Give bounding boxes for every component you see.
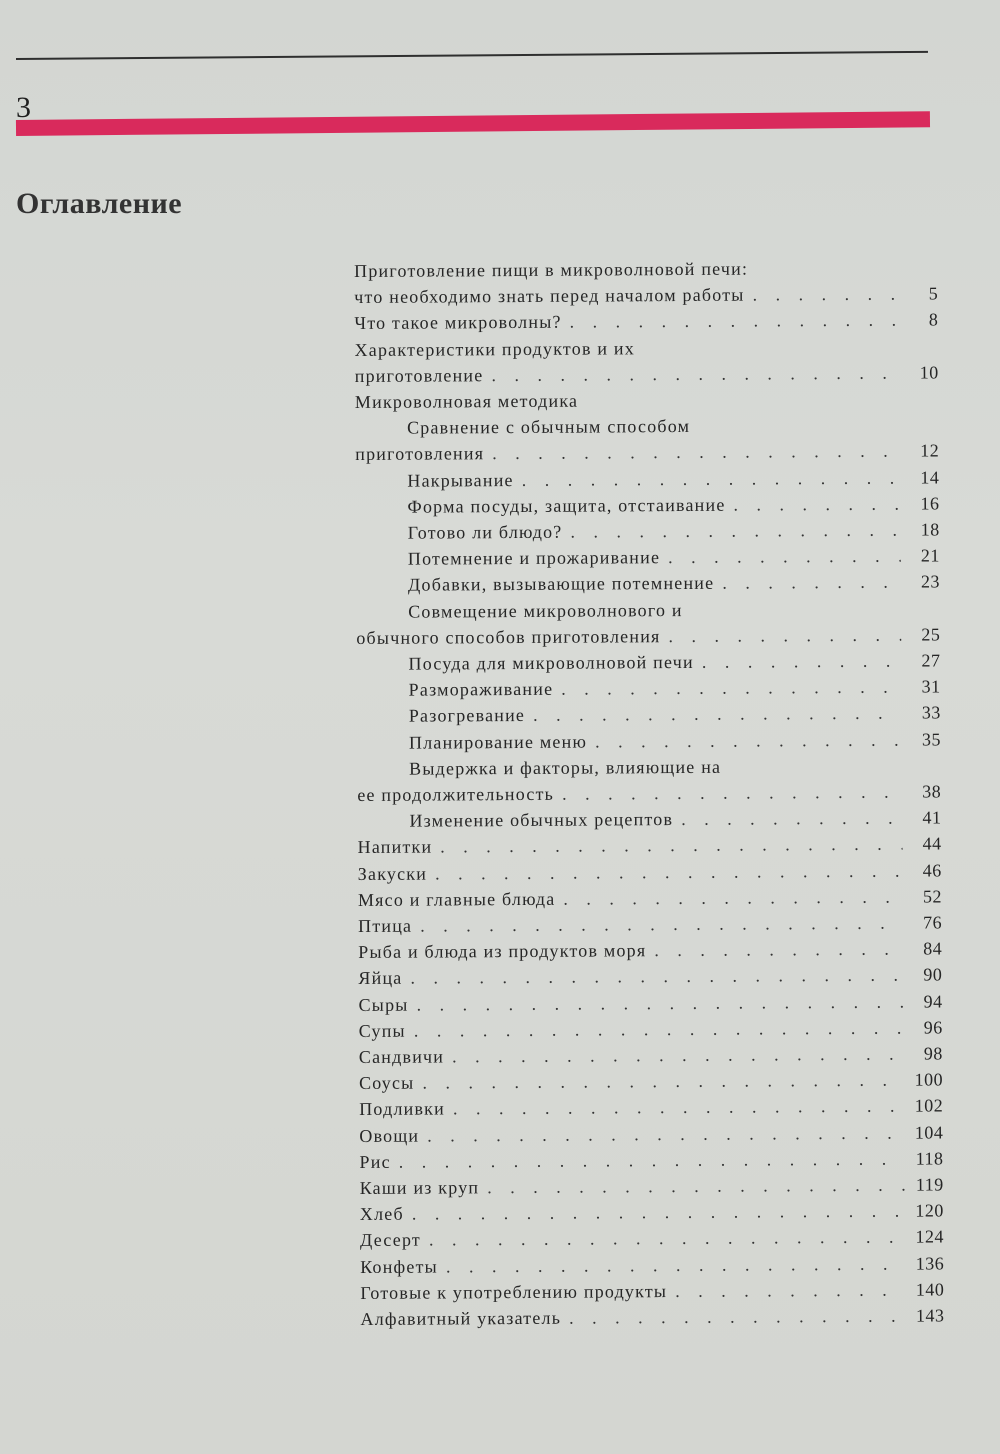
toc-entry xyxy=(356,543,940,573)
toc-title: Оглавление xyxy=(16,187,183,220)
toc-entry-title: Форма посуды, защита, отстаивание xyxy=(407,494,726,517)
toc-entry xyxy=(354,333,938,363)
toc-entry xyxy=(359,1119,943,1149)
toc-dot-leader xyxy=(722,569,901,596)
toc-entry-title: Выдержка и факторы, влияющие на xyxy=(409,756,722,779)
toc-entry-title: Сыры xyxy=(358,994,409,1015)
toc-entry xyxy=(356,621,940,651)
toc-entry-title: приготовление xyxy=(354,365,484,386)
toc-entry-page: 102 xyxy=(914,1095,944,1116)
toc-dot-leader xyxy=(733,490,900,517)
toc-entry-title: Рис xyxy=(359,1151,391,1172)
toc-entry-page: 104 xyxy=(914,1122,944,1143)
toc-entry-title: Мясо и главные блюда xyxy=(357,888,556,910)
toc-entry xyxy=(356,647,940,677)
top-rule xyxy=(16,51,928,60)
toc-entry xyxy=(356,516,940,546)
toc-dot-leader xyxy=(668,543,901,570)
toc-entry-title: ее продолжительность xyxy=(357,783,555,805)
toc-dot-leader xyxy=(570,307,900,335)
toc-entry-page: 5 xyxy=(928,283,939,304)
toc-entry xyxy=(358,831,942,861)
toc-entry xyxy=(358,988,942,1018)
toc-entry-title: Разогревание xyxy=(408,705,526,727)
toc-entry xyxy=(355,412,939,442)
toc-entry-title: Характеристики продуктов и их xyxy=(354,337,635,360)
toc-dot-leader xyxy=(563,883,903,911)
toc-dot-leader xyxy=(533,700,902,728)
toc-dot-leader xyxy=(487,1172,905,1201)
toc-entry-page: 21 xyxy=(920,545,940,566)
toc-entry-page: 98 xyxy=(923,1043,943,1064)
toc-entry xyxy=(354,281,938,311)
toc-entry xyxy=(360,1198,944,1228)
toc-entry xyxy=(355,385,939,415)
toc-dot-leader xyxy=(429,1224,905,1253)
toc-entry-page: 94 xyxy=(923,991,943,1012)
toc-entry-title: Закуски xyxy=(357,863,428,884)
toc-entry-title: Сандвичи xyxy=(358,1046,445,1067)
toc-dot-leader xyxy=(410,962,903,991)
toc-entry-page: 140 xyxy=(915,1279,945,1300)
toc-dot-leader xyxy=(595,726,902,754)
toc-dot-leader xyxy=(440,831,902,860)
toc-dot-leader xyxy=(752,281,899,308)
toc-dot-leader xyxy=(414,1014,904,1043)
toc-dot-leader xyxy=(412,1198,905,1227)
toc-entry xyxy=(357,700,941,730)
toc-entry xyxy=(357,778,941,808)
toc-entry-title: Подливки xyxy=(359,1098,445,1120)
toc-entry xyxy=(360,1171,944,1201)
toc-dot-leader xyxy=(492,438,900,466)
toc-entry-title: Посуда для микроволновой печи xyxy=(408,651,694,674)
toc-entry-page: 90 xyxy=(923,964,943,985)
toc-dot-leader xyxy=(570,517,900,545)
toc-dot-leader xyxy=(422,1067,904,1096)
toc-entry-title: Рыба и блюда из продуктов моря xyxy=(358,940,647,963)
toc-entry xyxy=(355,438,939,468)
toc-entry xyxy=(360,1224,944,1254)
toc-entry-page: 31 xyxy=(921,676,941,697)
toc-entry-title: Конфеты xyxy=(360,1256,438,1277)
toc-entry-title: Готово ли блюдо? xyxy=(407,521,563,543)
toc-entry-page: 136 xyxy=(915,1253,945,1274)
toc-dot-leader xyxy=(452,1041,904,1070)
toc-entry-title: Птица xyxy=(358,915,413,936)
toc-entry-page: 46 xyxy=(922,860,942,881)
toc-dot-leader xyxy=(427,1119,904,1148)
toc-entry xyxy=(358,936,942,966)
toc-entry-title: Десерт xyxy=(359,1230,422,1251)
toc-entry-title: Яйца xyxy=(358,968,403,989)
toc-entry-title: Овощи xyxy=(359,1125,420,1146)
toc-entry-page: 143 xyxy=(915,1305,945,1326)
toc-entry xyxy=(358,962,942,992)
toc-entry-page: 124 xyxy=(915,1226,945,1247)
toc-entry-page: 44 xyxy=(922,833,942,854)
toc-entry-title: Готовые к употреблению продукты xyxy=(360,1280,668,1303)
toc-entry-page: 38 xyxy=(922,781,942,802)
toc-entry-page: 100 xyxy=(914,1069,944,1090)
toc-dot-leader xyxy=(491,359,899,387)
toc-entry-title: приготовления xyxy=(355,443,485,465)
toc-entry xyxy=(355,490,939,520)
toc-dot-leader xyxy=(399,1145,905,1174)
toc-entry-page: 52 xyxy=(922,886,942,907)
toc-entry xyxy=(360,1250,944,1280)
toc-entry-title: Накрывание xyxy=(407,469,514,491)
toc-entry-title: что необходимо знать перед началом работы xyxy=(354,284,745,308)
toc-entry xyxy=(355,464,939,494)
toc-entry-page: 119 xyxy=(915,1174,944,1195)
toc-dot-leader xyxy=(654,936,903,964)
toc-entry-page: 18 xyxy=(920,519,940,540)
toc-entry xyxy=(359,1040,943,1070)
toc-entry-page: 14 xyxy=(920,467,940,488)
toc-entry-title: Планирование меню xyxy=(408,731,588,753)
toc-entry xyxy=(357,674,941,704)
toc-dot-leader xyxy=(416,988,903,1017)
toc-entry xyxy=(354,307,938,337)
toc-entry xyxy=(359,1067,943,1097)
toc-entry-title: Потемнение и прожаривание xyxy=(407,547,661,569)
toc-entry xyxy=(358,883,942,913)
toc-entry-page: 23 xyxy=(920,571,941,592)
toc-entry-page: 16 xyxy=(920,493,940,514)
toc-entry-title: Супы xyxy=(358,1020,406,1041)
toc-entry-title: Изменение обычных рецептов xyxy=(409,809,674,831)
toc-entry-title: Хлеб xyxy=(359,1203,404,1225)
toc-entry-page: 120 xyxy=(915,1200,944,1221)
toc-entry-page: 96 xyxy=(923,1017,943,1038)
toc-entry-page: 35 xyxy=(921,729,942,750)
table-of-contents xyxy=(354,254,945,1329)
toc-entry-title: Алфавитный указатель xyxy=(360,1307,562,1329)
toc-entry-title: Добавки, вызывающие потемнение xyxy=(407,573,715,596)
toc-entry-page: 12 xyxy=(920,440,940,461)
toc-dot-leader xyxy=(668,621,901,648)
toc-entry xyxy=(358,857,942,887)
toc-entry xyxy=(355,359,939,389)
accent-band xyxy=(16,111,930,136)
toc-entry xyxy=(357,752,941,782)
toc-dot-leader xyxy=(435,857,903,886)
toc-dot-leader xyxy=(561,674,902,702)
toc-entry-title: Размораживание xyxy=(408,678,554,700)
toc-dot-leader xyxy=(453,1093,904,1122)
toc-dot-leader xyxy=(702,648,902,675)
toc-entry-title: обычного способов приготовления xyxy=(356,625,661,648)
toc-entry xyxy=(358,909,942,939)
toc-entry-page: 41 xyxy=(922,807,942,828)
toc-dot-leader xyxy=(522,464,901,492)
toc-entry xyxy=(360,1302,944,1332)
page-number: 3 xyxy=(16,91,31,124)
toc-dot-leader xyxy=(562,779,902,807)
toc-entry xyxy=(359,1093,943,1123)
toc-entry-page: 76 xyxy=(923,912,943,933)
toc-entry-page: 8 xyxy=(928,309,939,330)
toc-entry-title: Приготовление пищи в микроволновой печи: xyxy=(354,258,749,281)
toc-entry-title: Каши из круп xyxy=(359,1177,480,1198)
toc-entry xyxy=(357,726,941,756)
toc-dot-leader xyxy=(681,805,902,832)
toc-entry-page: 84 xyxy=(923,938,943,959)
toc-entry xyxy=(356,569,940,599)
toc-entry xyxy=(354,254,938,284)
toc-entry-title: Что такое микроволны? xyxy=(354,312,562,334)
toc-entry-title: Соусы xyxy=(358,1072,415,1094)
toc-entry-page: 118 xyxy=(915,1148,944,1169)
toc-dot-leader xyxy=(569,1303,906,1331)
toc-entry xyxy=(357,805,941,835)
toc-entry-title: Напитки xyxy=(357,836,433,858)
toc-dot-leader xyxy=(420,910,903,939)
toc-entry-title: Микроволновая методика xyxy=(354,390,579,412)
toc-entry xyxy=(359,1145,943,1175)
toc-entry-page: 33 xyxy=(921,702,941,723)
toc-entry xyxy=(360,1276,944,1306)
toc-entry xyxy=(359,1014,943,1044)
toc-entry-title: Сравнение с обычным способом xyxy=(406,416,691,438)
toc-entry-page: 27 xyxy=(921,650,941,671)
toc-dot-leader xyxy=(675,1276,905,1303)
toc-dot-leader xyxy=(446,1250,905,1279)
toc-entry-page: 10 xyxy=(919,362,939,383)
toc-entry-title: Совмещение микроволнового и xyxy=(408,599,683,622)
toc-entry xyxy=(356,595,940,625)
toc-entry-page: 25 xyxy=(921,624,941,645)
